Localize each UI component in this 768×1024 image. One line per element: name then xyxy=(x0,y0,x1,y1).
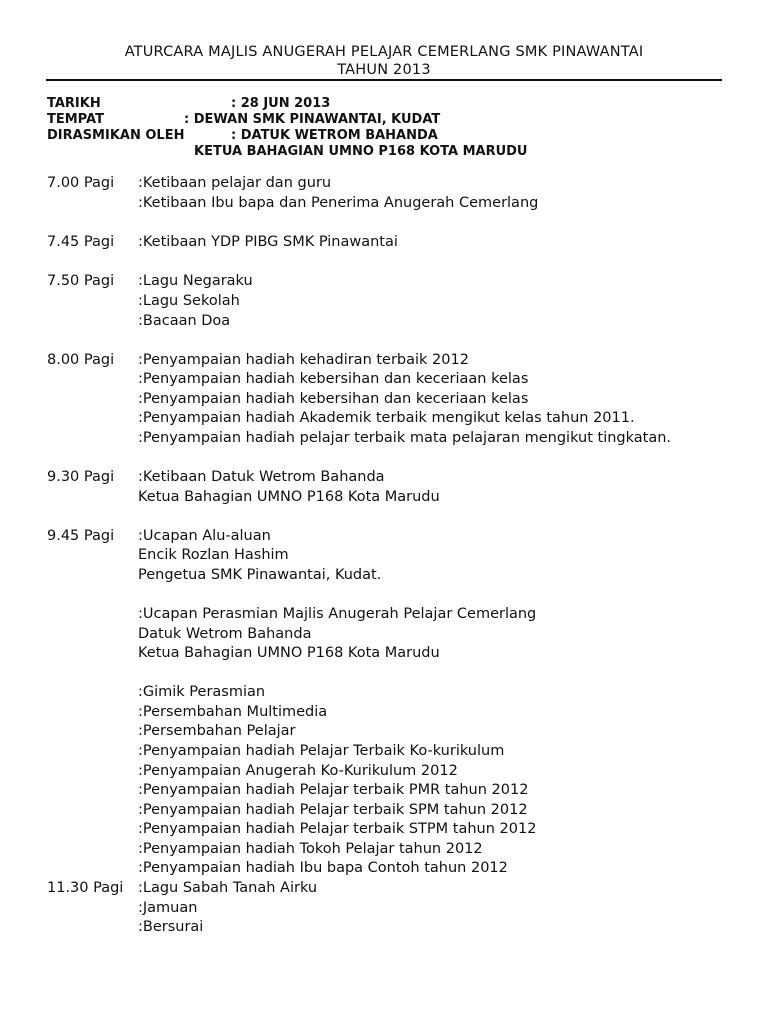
schedule-item: Ketua Bahagian UMNO P168 Kota Marudu xyxy=(138,489,440,505)
tempat-value: : DEWAN SMK PINAWANTAI, KUDAT xyxy=(184,112,441,127)
schedule-item: :Jamuan xyxy=(138,900,198,916)
schedule-item: :Lagu Sekolah xyxy=(138,293,240,309)
document-title-line2: TAHUN 2013 xyxy=(337,62,431,78)
schedule-item: :Ucapan Alu-aluan xyxy=(138,528,271,544)
schedule-item: Pengetua SMK Pinawantai, Kudat. xyxy=(138,567,382,583)
schedule-item: :Penyampaian hadiah pelajar terbaik mata pelajaran mengikut tingkatan. xyxy=(138,430,672,446)
schedule-item: :Penyampaian hadiah Tokoh Pelajar tahun 2012 xyxy=(138,841,483,857)
schedule-item: :Ketibaan YDP PIBG SMK Pinawantai xyxy=(138,234,398,250)
dirasmikan-value: : DATUK WETROM BAHANDA xyxy=(231,128,438,143)
schedule-item: Datuk Wetrom Bahanda xyxy=(138,626,312,642)
schedule-item: :Penyampaian hadiah Pelajar terbaik PMR tahun 2012 xyxy=(138,782,529,798)
schedule-item: :Penyampaian hadiah Ibu bapa Contoh tahun 2012 xyxy=(138,860,508,876)
schedule-time-1130: 11.30 Pagi xyxy=(47,880,124,896)
schedule-time-930: 9.30 Pagi xyxy=(47,469,115,485)
schedule-item: :Persembahan Multimedia xyxy=(138,704,328,720)
tempat-label: TEMPAT xyxy=(47,112,104,127)
schedule-item: :Penyampaian hadiah kebersihan dan keceriaan kelas xyxy=(138,371,529,387)
title-underline xyxy=(46,79,722,81)
schedule-item: :Lagu Sabah Tanah Airku xyxy=(138,880,318,896)
schedule-item: :Penyampaian hadiah kebersihan dan keceriaan kelas xyxy=(138,391,529,407)
schedule-item: :Penyampaian hadiah Pelajar terbaik SPM tahun 2012 xyxy=(138,802,528,818)
schedule-item: :Persembahan Pelajar xyxy=(138,723,296,739)
schedule-time-745: 7.45 Pagi xyxy=(47,234,115,250)
schedule-item: :Ketibaan Ibu bapa dan Penerima Anugerah Cemerlang xyxy=(138,195,539,211)
schedule-item: :Ucapan Perasmian Majlis Anugerah Pelajar Cemerlang xyxy=(138,606,537,622)
document-title-line1: ATURCARA MAJLIS ANUGERAH PELAJAR CEMERLANG SMK PINAWANTAI xyxy=(124,44,644,60)
schedule-item: :Bacaan Doa xyxy=(138,313,231,329)
schedule-item: :Ketibaan Datuk Wetrom Bahanda xyxy=(138,469,385,485)
dirasmikan-value-2: KETUA BAHAGIAN UMNO P168 KOTA MARUDU xyxy=(194,144,528,159)
schedule-time-945: 9.45 Pagi xyxy=(47,528,115,544)
schedule-item: :Ketibaan pelajar dan guru xyxy=(138,175,332,191)
tarikh-label: TARIKH xyxy=(47,96,101,111)
schedule-item: Encik Rozlan Hashim xyxy=(138,547,289,563)
tarikh-value: : 28 JUN 2013 xyxy=(231,96,331,111)
schedule-item: :Penyampaian hadiah Pelajar terbaik STPM tahun 2012 xyxy=(138,821,537,837)
dirasmikan-label: DIRASMIKAN OLEH xyxy=(47,128,185,143)
schedule-item: :Lagu Negaraku xyxy=(138,273,253,289)
schedule-item: :Penyampaian hadiah Akademik terbaik mengikut kelas tahun 2011. xyxy=(138,410,635,426)
schedule-item: :Gimik Perasmian xyxy=(138,684,266,700)
schedule-item: :Penyampaian hadiah Pelajar Terbaik Ko-kurikulum xyxy=(138,743,505,759)
schedule-time-700: 7.00 Pagi xyxy=(47,175,115,191)
schedule-item: Ketua Bahagian UMNO P168 Kota Marudu xyxy=(138,645,440,661)
schedule-time-750: 7.50 Pagi xyxy=(47,273,115,289)
schedule-item: :Penyampaian hadiah kehadiran terbaik 2012 xyxy=(138,352,469,368)
schedule-item: :Penyampaian Anugerah Ko-Kurikulum 2012 xyxy=(138,763,458,779)
schedule-item: :Bersurai xyxy=(138,919,204,935)
schedule-time-800: 8.00 Pagi xyxy=(47,352,115,368)
